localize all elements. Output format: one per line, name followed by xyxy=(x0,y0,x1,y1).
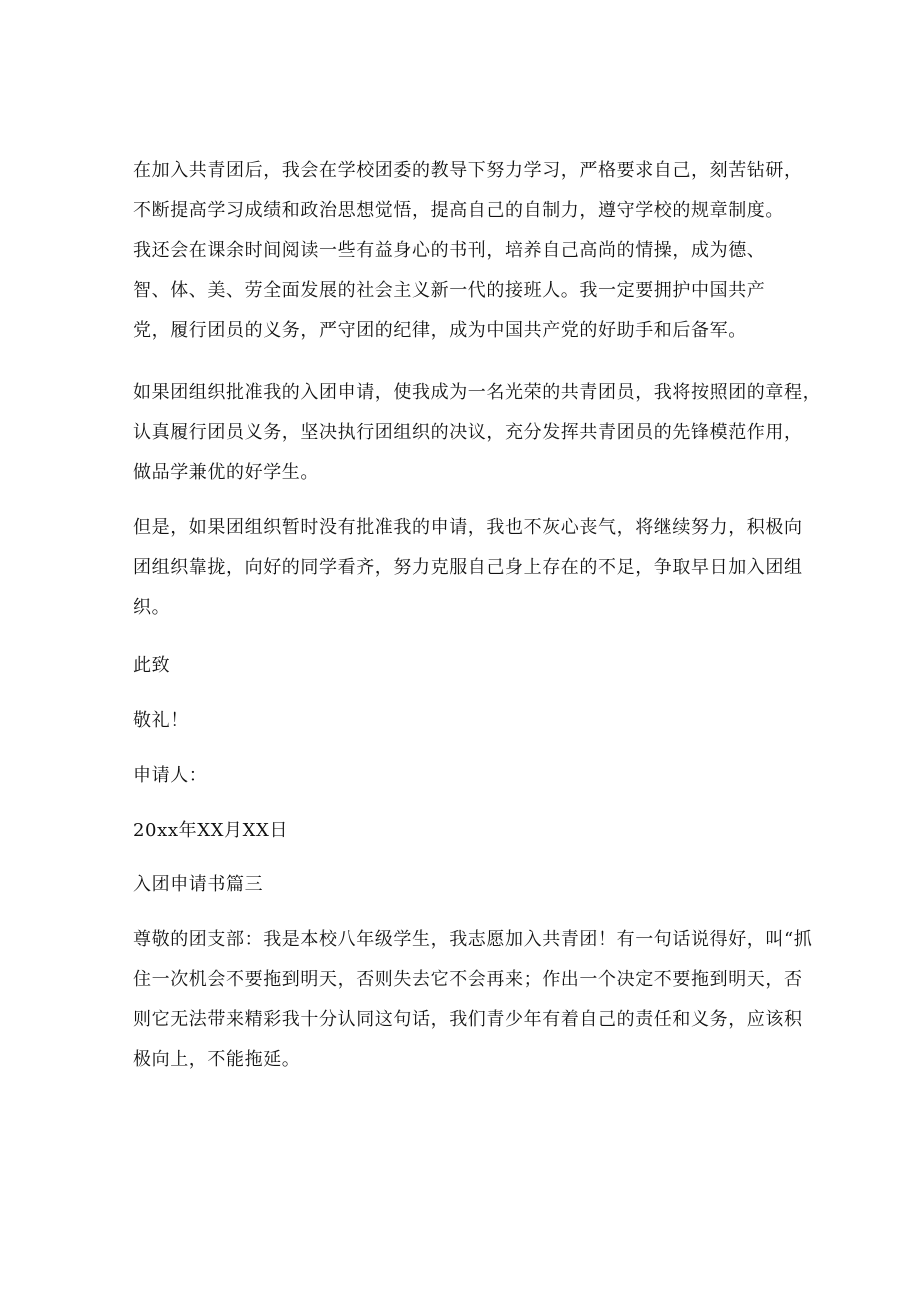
paragraph-if-not-approved xyxy=(133,508,808,628)
closing-greeting xyxy=(133,646,808,686)
applicant-line: 申请人： xyxy=(133,765,208,786)
closing-salute xyxy=(133,701,808,741)
paragraph-line: 尊敬的团支部：我是本校八年级学生，我志愿加入共青团！有一句话说得好，叫“抓 xyxy=(133,929,813,950)
paragraph-opening xyxy=(133,920,813,1080)
paragraph-line: 不断提高学习成绩和政治思想觉悟，提高自己的自制力，遵守学校的规章制度。 xyxy=(133,200,784,221)
section-title-text: 入团申请书篇三 xyxy=(133,874,264,895)
paragraph-line: 则它无法带来精彩我十分认同这句话，我们青少年有着自己的责任和义务，应该积 xyxy=(133,1009,803,1030)
paragraph-line: 如果团组织批准我的入团申请，使我成为一名光荣的共青团员，我将按照团的章程， xyxy=(133,382,822,403)
applicant-label xyxy=(133,756,808,796)
paragraph-line: 织。 xyxy=(133,597,171,618)
paragraph-line: 认真履行团员义务，坚决执行团组织的决议，充分发挥共青团员的先锋模范作用， xyxy=(133,422,803,443)
paragraph-line: 做品学兼优的好学生。 xyxy=(133,462,319,483)
closing-line: 此致 xyxy=(133,655,171,676)
paragraph-line: 但是，如果团组织暂时没有批准我的申请，我也不灰心丧气，将继续努力，积极向 xyxy=(133,517,803,538)
paragraph-if-approved xyxy=(133,373,822,493)
paragraph-line: 我还会在课余时间阅读一些有益身心的书刊，培养自己高尚的情操，成为德、 xyxy=(133,240,766,261)
paragraph-line: 在加入共青团后，我会在学校团委的教导下努力学习，严格要求自己，刻苦钻研， xyxy=(133,160,803,181)
date-text: 20xx年XX月XX日 xyxy=(133,820,289,841)
paragraph-line: 住一次机会不要拖到明天，否则失去它不会再来；作出一个决定不要拖到明天，否 xyxy=(133,969,803,990)
closing-line: 敬礼！ xyxy=(133,710,189,731)
date-line xyxy=(133,811,808,851)
paragraph-line: 党，履行团员的义务，严守团的纪律，成为中国共产党的好助手和后备军。 xyxy=(133,320,747,341)
paragraph-line: 智、体、美、劳全面发展的社会主义新一代的接班人。我一定要拥护中国共产 xyxy=(133,280,766,301)
paragraph-line: 极向上，不能拖延。 xyxy=(133,1049,301,1070)
paragraph-line: 团组织靠拢，向好的同学看齐，努力克服自己身上存在的不足，争取早日加入团组 xyxy=(133,557,803,578)
paragraph-commitment xyxy=(133,151,808,351)
section-title xyxy=(133,865,808,905)
